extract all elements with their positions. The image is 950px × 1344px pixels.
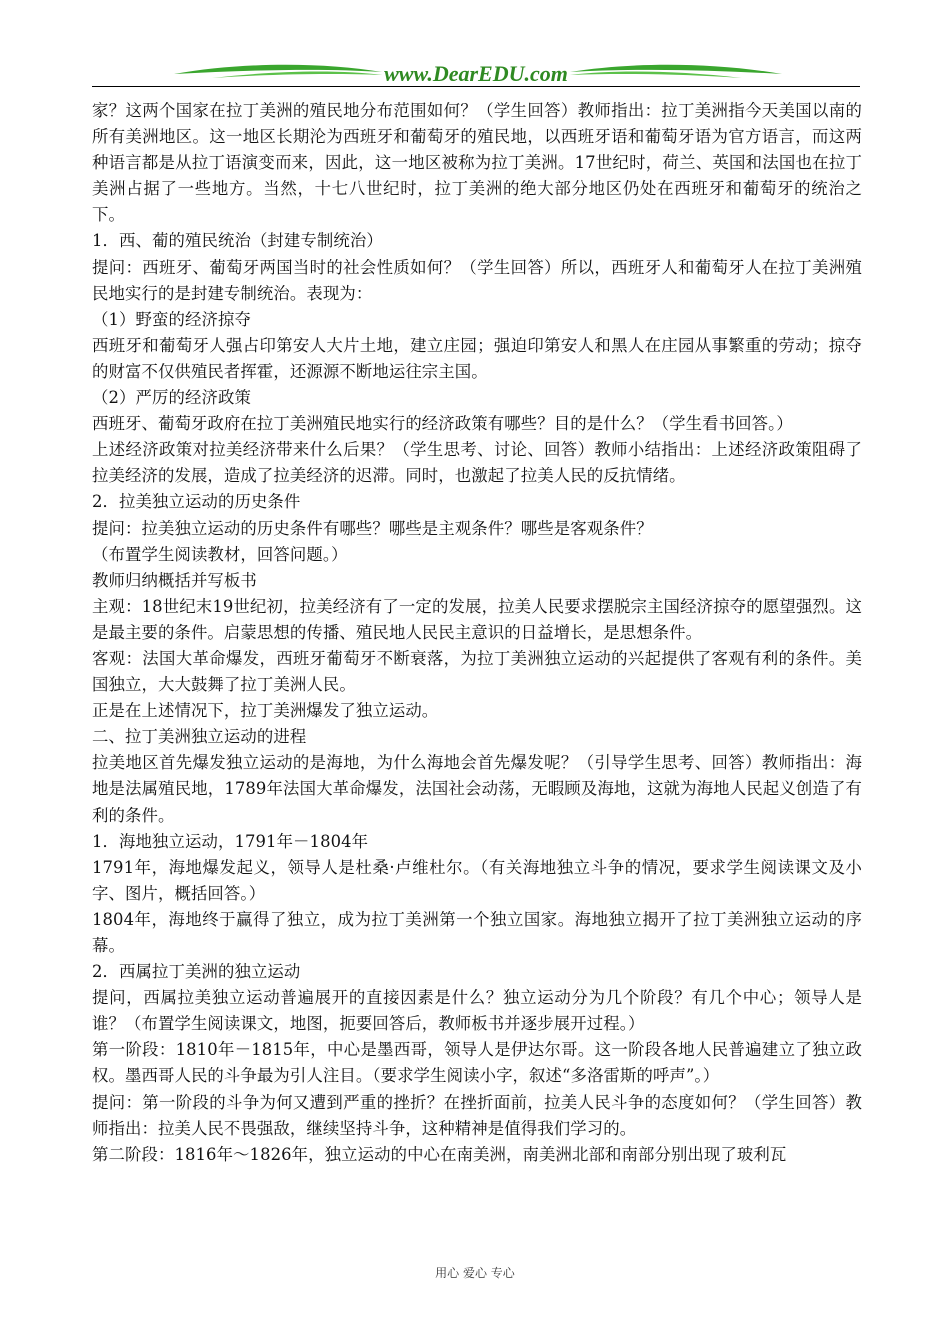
section-heading: 2．拉美独立运动的历史条件 — [92, 492, 301, 512]
paragraph: 主观：18世纪末19世纪初，拉美经济有了一定的发展，拉美人民要求摆脱宗主国经济掠夺的愿望强烈。这是最主要的条件。启蒙思想的传播、殖民地人民民主意识的日益增长，是思想条件。 — [92, 596, 862, 642]
subsection-heading: （2）严厉的经济政策 — [92, 388, 251, 408]
document-body — [92, 98, 862, 1168]
paragraph: 1791年，海地爆发起义，领导人是杜桑·卢维杜尔。（有关海地独立斗争的情况，要求学生阅读课文及小字、图片，概括回答。） — [92, 857, 862, 903]
section-heading: 1．海地独立运动，1791年－1804年 — [92, 831, 369, 851]
section-heading: 2．西属拉丁美洲的独立运动 — [92, 962, 301, 982]
paragraph: 1804年，海地终于赢得了独立，成为拉丁美洲第一个独立国家。海地独立揭开了拉丁美洲独立运动的序幕。 — [92, 909, 862, 955]
paragraph: 西班牙、葡萄牙政府在拉丁美洲殖民地实行的经济政策有哪些？目的是什么？（学生看书回答。） — [92, 414, 793, 434]
paragraph: 上述经济政策对拉美经济带来什么后果？（学生思考、讨论、回答）教师小结指出：上述经济政策阻碍了拉美经济的发展，造成了拉美经济的迟滞。同时，也激起了拉美人民的反抗情绪。 — [92, 440, 862, 486]
section-heading: 1．西、葡的殖民统治（封建专制统治） — [92, 231, 383, 251]
paragraph: 客观：法国大革命爆发，西班牙葡萄牙不断衰落，为拉丁美洲独立运动的兴起提供了客观有利的条件。美国独立，大大鼓舞了拉丁美洲人民。 — [92, 648, 862, 695]
paragraph: 提问：第一阶段的斗争为何又遭到严重的挫折？在挫折面前，拉美人民斗争的态度如何？（学生回答）教师指出：拉美人民不畏强敌，继续坚持斗争，这种精神是值得我们学习的。 — [92, 1092, 862, 1138]
paragraph: 教师归纳概括并写板书 — [92, 570, 257, 590]
paragraph: 提问，西属拉美独立运动普遍展开的直接因素是什么？独立运动分为几个阶段？有几个中心；领导人是谁？（布置学生阅读课文，地图，扼要回答后，教师板书并逐步展开过程。） — [92, 988, 862, 1034]
chapter-heading: 二、拉丁美洲独立运动的进程 — [92, 727, 307, 747]
paragraph: 第一阶段：1810年－1815年，中心是墨西哥，领导人是伊达尔哥。这一阶段各地人民普遍建立了独立政权。墨西哥人民的斗争最为引人注目。（要求学生阅读小字，叙述“多洛雷斯的呼声”。） — [92, 1040, 862, 1086]
paragraph: 提问：拉美独立运动的历史条件有哪些？哪些是主观条件？哪些是客观条件？ — [92, 518, 653, 538]
page-footer: 用心 爱心 专心 — [435, 1266, 515, 1280]
paragraph: 西班牙和葡萄牙人强占印第安人大片土地，建立庄园；强迫印第安人和黑人在庄园从事繁重的劳动；掠夺的财富不仅供殖民者挥霍，还源源不断地运往宗主国。 — [92, 335, 862, 381]
paragraph: 拉美地区首先爆发独立运动的是海地，为什么海地会首先爆发呢？（引导学生思考、回答）教师指出：海地是法属殖民地，1789年法国大革命爆发，法国社会动荡，无暇顾及海地，这就为海地人民起义创造了有利的条件。 — [92, 753, 862, 825]
paragraph: 家？这两个国家在拉丁美洲的殖民地分布范围如何？（学生回答）教师指出：拉丁美洲指今天美国以南的所有美洲地区。这一地区长期沦为西班牙和葡萄牙的殖民地，以西班牙语和葡萄牙语为官方语言，而这两种语言都是从拉丁语演变而来，因此，这一地区被称为拉丁美洲。17世纪时，荷兰、英国和法国也在拉丁美洲占据了一些地方。当然，十七八世纪时，拉丁美洲的绝大部分地区仍处在西班牙和葡萄牙的统治之下。 — [92, 101, 862, 225]
paragraph: 提问：西班牙、葡萄牙两国当时的社会性质如何？（学生回答）所以，西班牙人和葡萄牙人在拉丁美洲殖民地实行的是封建专制统治。表现为： — [92, 257, 862, 303]
header-divider — [92, 86, 860, 87]
paragraph: （布置学生阅读教材，回答问题。） — [92, 544, 348, 564]
site-name: www.DearEDU.com — [384, 61, 568, 86]
paragraph: 第二阶段：1816年～1826年，独立运动的中心在南美洲，南美洲北部和南部分别出现了玻利瓦 — [92, 1144, 787, 1164]
subsection-heading: （1）野蛮的经济掠夺 — [92, 309, 251, 329]
paragraph: 正是在上述情况下，拉丁美洲爆发了独立运动。 — [92, 701, 439, 721]
